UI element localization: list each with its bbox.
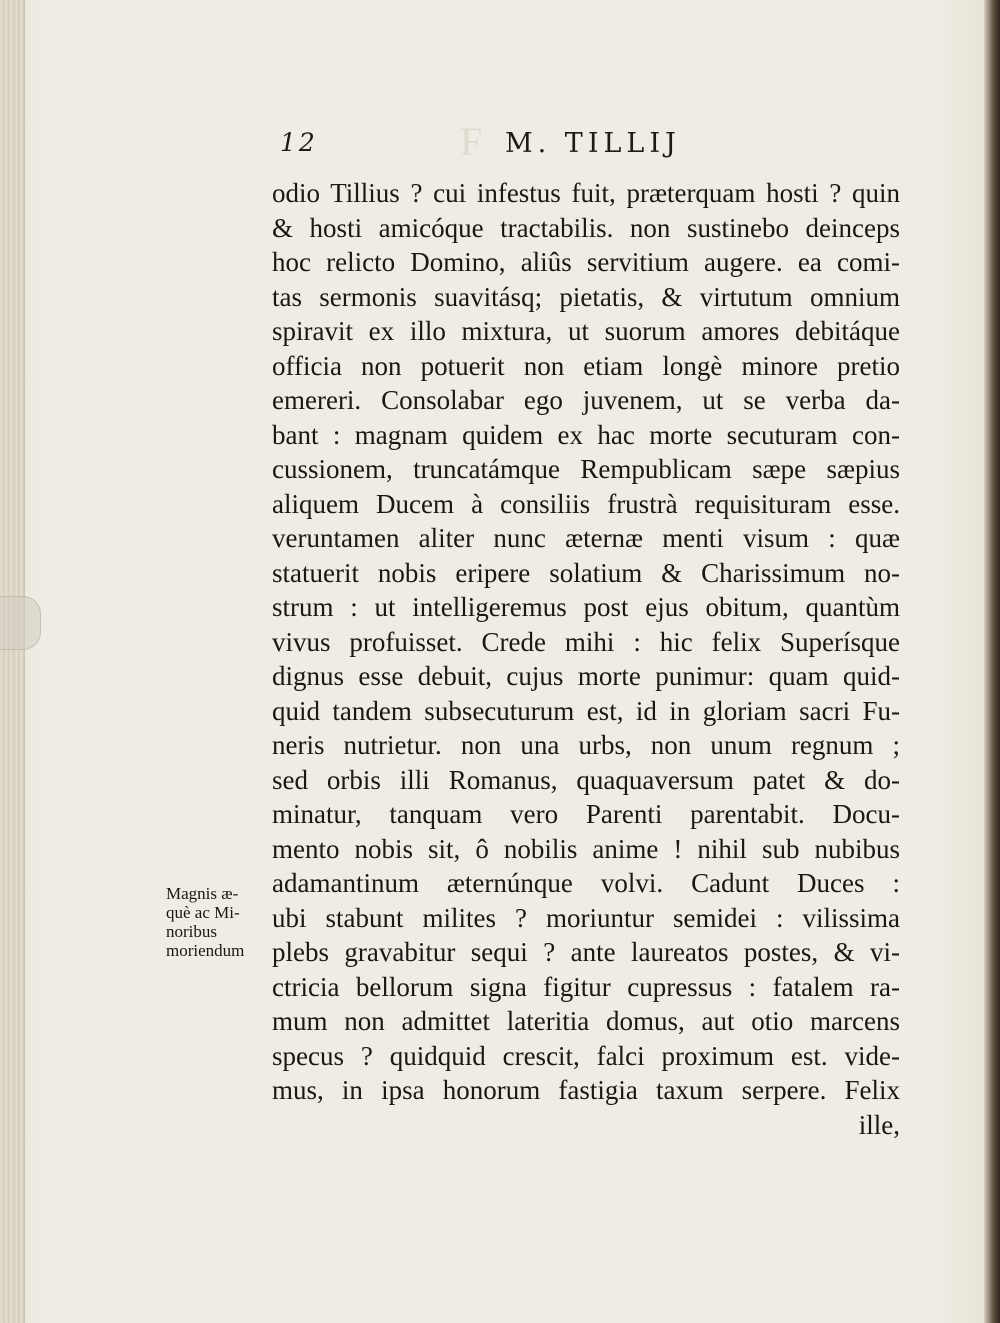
text-line: officia non potuerit non etiam longè minore pretio <box>272 350 900 381</box>
catchword: ille, <box>858 1109 900 1140</box>
text-line: spiravit ex illo mixtura, ut suorum amores debitáque <box>272 316 900 346</box>
text-line: aliquem Ducem à consiliis frustrà requisituram esse. <box>272 488 900 519</box>
text-line: sed orbis illi Romanus, quaquaversum patet & do- <box>272 764 900 795</box>
text-line: cussionem, truncatámque Rempublicam sæpe sæpius <box>272 454 900 484</box>
text-line: ubi stabunt milites ? moriuntur semidei : vilissima <box>272 902 900 933</box>
text-line: & hosti amicóque tractabilis. non sustinebo deinceps <box>272 212 900 243</box>
text-line: adamantinum æternúnque volvi. Cadunt Duces : <box>272 868 900 898</box>
marginal-note-line: moriendum <box>166 941 245 960</box>
text-line: strum : ut intelligeremus post ejus obitum, quantùm <box>272 592 900 622</box>
text-line: statuerit nobis eripere solatium & Charissimum no- <box>272 557 900 588</box>
binding-clip-shadow <box>0 596 41 650</box>
text-line: mus, in ipsa honorum fastigia taxum serpere. Felix <box>272 1075 900 1105</box>
body-text <box>272 176 900 1142</box>
marginal-note-line: noribus <box>166 922 217 941</box>
text-line: neris nutrietur. non una urbs, non unum regnum ; <box>272 730 900 760</box>
marginal-note-line: Magnis æ- <box>166 884 239 903</box>
text-line: tas sermonis suavitásq; pietatis, & virtutum omnium <box>272 281 900 312</box>
page-number: 12 <box>280 128 318 157</box>
marginal-note-line: què ac Mi- <box>166 903 240 922</box>
text-line: emereri. Consolabar ego juvenem, ut se verba da- <box>272 385 900 415</box>
text-line: specus ? quidquid crescit, falci proximum est. vide- <box>272 1040 900 1071</box>
text-line: ctricia bellorum signa figitur cupressus : fatalem ra- <box>272 971 900 1002</box>
page-header <box>280 128 900 168</box>
text-line: mum non admittet lateritia domus, aut otio marcens <box>272 1006 900 1036</box>
text-line: hoc relicto Domino, aliûs servitium augere. ea comi- <box>272 247 900 277</box>
page-stack-edge <box>0 0 25 1323</box>
text-line: vivus profuisset. Crede mihi : hic felix Superísque <box>272 626 900 657</box>
marginal-note <box>166 884 270 960</box>
text-line: veruntamen aliter nunc æternæ menti visum : quæ <box>272 523 900 553</box>
text-line: odio Tillius ? cui infestus fuit, præterquam hosti ? quin <box>272 178 900 208</box>
text-line: quid tandem subsecuturum est, id in gloriam sacri Fu- <box>272 695 900 726</box>
text-line: bant : magnam quidem ex hac morte secuturam con- <box>272 419 900 450</box>
text-line: minatur, tanquam vero Parenti parentabit. Docu- <box>272 799 900 829</box>
text-line: mento nobis sit, ô nobilis anime ! nihil sub nubibus <box>272 833 900 864</box>
running-head: M. TILLIJ <box>505 128 681 159</box>
book-gutter-shadow <box>984 0 1000 1323</box>
show-through-text: F <box>460 119 489 164</box>
text-line: plebs gravabitur sequi ? ante laureatos postes, & vi- <box>272 937 900 967</box>
text-line: dignus esse debuit, cujus morte punimur: quam quid- <box>272 661 900 691</box>
